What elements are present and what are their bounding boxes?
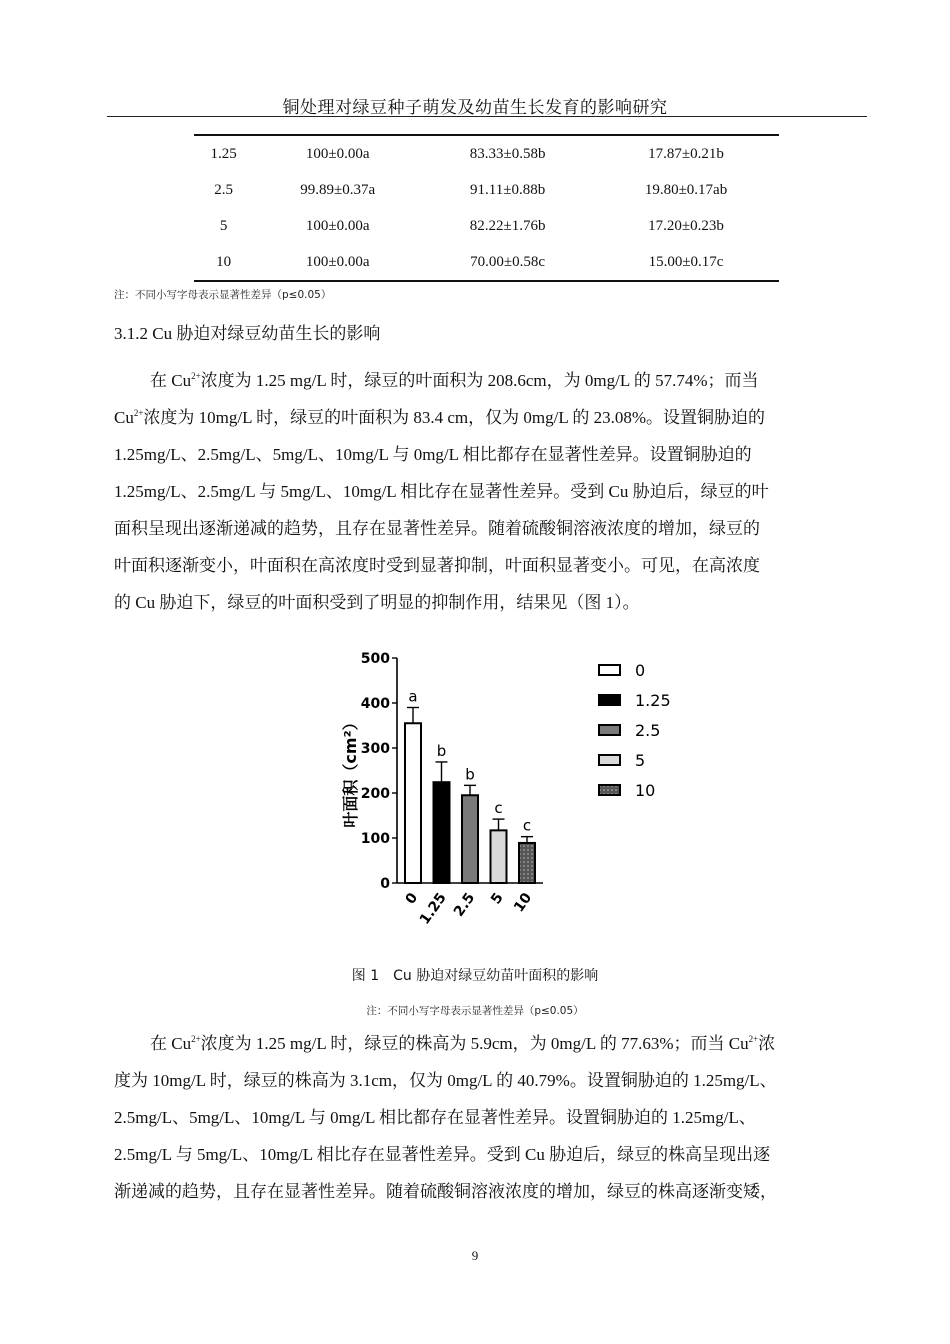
legend-label: 5 xyxy=(635,751,646,770)
table-cell: 17.87±0.21b xyxy=(648,145,724,162)
significance-letter: b xyxy=(465,765,475,784)
table-cell: 100±0.00a xyxy=(305,145,370,162)
para-line: 在 $Cu^{2+}$浓度为 1.25 mg/L 时，绿豆的叶面积为 208.6cm，为 0mg/L 的 57.74%；而当 xyxy=(150,371,759,390)
results-table xyxy=(194,134,779,282)
table-cell: 2.5 xyxy=(214,181,233,198)
table-cell: 100±0.00a xyxy=(305,217,370,234)
significance-letter: b xyxy=(436,741,447,760)
table-cell: 5 xyxy=(219,217,228,234)
y-axis-label: 叶面积（cm²） xyxy=(341,714,360,828)
leaf-area-bar-chart xyxy=(330,640,710,940)
x-tick-label: 1.25 xyxy=(416,890,450,928)
table-row xyxy=(194,135,779,172)
table-cell: 99.89±0.37a xyxy=(300,181,376,198)
paragraph-leaf-area xyxy=(114,362,854,621)
paragraph-plant-height xyxy=(114,1025,854,1210)
y-tick-label: 200 xyxy=(360,786,390,802)
y-tick-label: 100 xyxy=(360,831,390,847)
y-tick-label: 300 xyxy=(360,741,390,757)
figure-number: 图 1 xyxy=(351,968,380,984)
para-line: 2.5mg/L、5mg/L、10mg/L 与 0mg/L 相比都存在显著性差异。设置铜胁迫的 1.25mg/L、 xyxy=(114,1108,756,1127)
legend-swatch xyxy=(599,695,620,705)
bar-10 xyxy=(519,843,535,883)
bar-1.25 xyxy=(434,782,450,883)
table-row xyxy=(194,172,779,208)
table-cell: 70.00±0.58c xyxy=(470,253,546,270)
legend-label: 2.5 xyxy=(635,721,661,740)
bar-2.5 xyxy=(462,795,478,883)
table-cell: 82.22±1.76b xyxy=(469,217,546,234)
figure-caption xyxy=(0,965,950,985)
significance-letter: a xyxy=(408,687,418,706)
y-tick-label: 500 xyxy=(360,651,390,667)
legend-swatch xyxy=(599,725,620,735)
figure-title: Cu 胁迫对绿豆幼苗叶面积的影响 xyxy=(393,968,599,984)
figure-note: 注：不同小写字母表示显著性差异（p≤0.05） xyxy=(366,1005,584,1017)
para-line: 在 $Cu^{2+}$浓度为 1.25 mg/L 时，绿豆的株高为 5.9cm，为 0mg/L 的 77.63%；而当 $Cu^{2+}$浓 xyxy=(150,1034,776,1053)
significance-letter: c xyxy=(522,816,532,835)
table-row xyxy=(194,208,779,244)
table-cell: 100±0.00a xyxy=(305,253,370,270)
table-row xyxy=(194,244,779,281)
para-line: 面积呈现出逐渐递减的趋势，且存在显著性差异。随着硫酸铜溶液浓度的增加，绿豆的 xyxy=(114,519,760,538)
bar-5 xyxy=(491,830,507,883)
para-line: 2.5mg/L 与 5mg/L、10mg/L 相比存在显著性差异。受到 Cu 胁迫后，绿豆的株高呈现出逐 xyxy=(114,1145,771,1164)
para-line: 1.25mg/L、2.5mg/L、5mg/L、10mg/L 与 0mg/L 相比都存在显著性差异。设置铜胁迫的 xyxy=(114,445,752,464)
table-cell: 1.25 xyxy=(210,145,237,162)
legend-label: 0 xyxy=(635,661,646,680)
para-line: $Cu^{2+}$浓度为 10mg/L 时，绿豆的叶面积为 83.4 cm，仅为 0mg/L 的 23.08%。设置铜胁迫的 xyxy=(114,408,765,427)
para-line: 渐递减的趋势，且存在显著性差异。随着硫酸铜溶液浓度的增加，绿豆的株高逐渐变矮， xyxy=(114,1182,777,1201)
y-tick-label: 0 xyxy=(380,876,390,892)
legend-label: 10 xyxy=(635,781,656,800)
para-line: 的 Cu 胁迫下，绿豆的叶面积受到了明显的抑制作用，结果见（图 1）。 xyxy=(114,593,640,612)
header-rule xyxy=(107,116,867,117)
bar-0 xyxy=(405,723,421,883)
para-line: 1.25mg/L、2.5mg/L 与 5mg/L、10mg/L 相比存在显著性差异。受到 Cu 胁迫后，绿豆的叶 xyxy=(114,482,769,501)
legend-swatch xyxy=(599,785,620,795)
y-tick-label: 400 xyxy=(360,696,390,712)
legend-swatch xyxy=(599,665,620,675)
para-line: 叶面积逐渐变小，叶面积在高浓度时受到显著抑制，叶面积显著变小。可见，在高浓度 xyxy=(114,556,760,575)
para-line: 度为 10mg/L 时，绿豆的株高为 3.1cm，仅为 0mg/L 的 40.79%。设置铜胁迫的 1.25mg/L、 xyxy=(114,1071,777,1090)
x-tick-label: 5 xyxy=(488,890,507,908)
section-heading: 3.1.2 Cu 胁迫对绿豆幼苗生长的影响 xyxy=(114,324,381,343)
x-tick-label: 2.5 xyxy=(450,890,479,920)
running-header: 铜处理对绿豆种子萌发及幼苗生长发育的影响研究 xyxy=(282,98,668,117)
legend-label: 1.25 xyxy=(635,691,671,710)
table-note: 注：不同小写字母表示显著性差异（p≤0.05） xyxy=(114,289,332,301)
table-cell: 10 xyxy=(216,253,232,270)
table-cell: 83.33±0.58b xyxy=(469,145,546,162)
significance-letter: c xyxy=(494,799,503,818)
table-cell: 15.00±0.17c xyxy=(648,253,724,270)
legend-swatch xyxy=(599,755,620,765)
table-cell: 19.80±0.17ab xyxy=(644,181,728,198)
x-tick-label: 0 xyxy=(402,890,422,908)
page-number: 9 xyxy=(471,1248,479,1263)
table-cell: 91.11±0.88b xyxy=(470,181,546,198)
x-tick-label: 10 xyxy=(510,890,536,916)
table-cell: 17.20±0.23b xyxy=(648,217,724,234)
